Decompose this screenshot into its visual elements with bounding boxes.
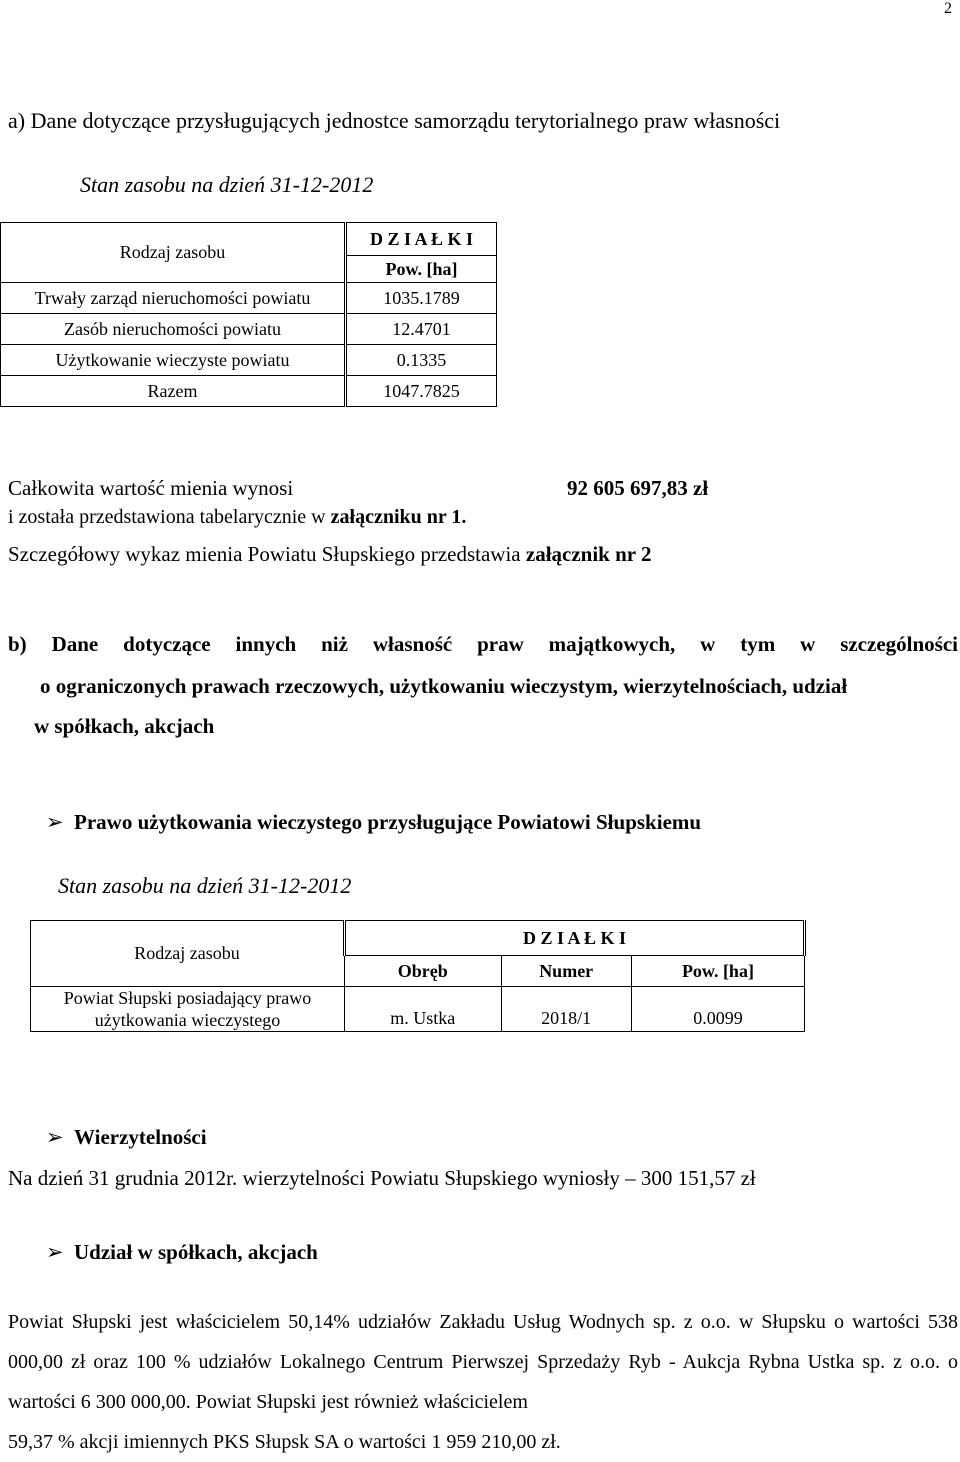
bullet1-subheading: Stan zasobu na dzień 31-12-2012 <box>58 873 352 898</box>
wierzytelnosci-text: Na dzień 31 grudnia 2012r. wierzytelności Powiatu Słupskiego wyniosły – 300 151,57 zł <box>8 1166 756 1190</box>
udzial-paragraph <box>8 1302 958 1462</box>
row-label: Razem <box>1 376 346 407</box>
section-a-heading: a) Dane dotyczące przysługujących jednostce samorządu terytorialnego praw własności <box>8 108 781 133</box>
arrow-bullet-icon: ➢ <box>46 810 64 834</box>
table-row-total <box>1 376 497 407</box>
table-row <box>1 314 497 345</box>
col-header-dzialki: D Z I A Ł K I <box>345 921 805 956</box>
udzial-text-last: 59,37 % akcji imiennych PKS Słupsk SA o wartości 1 959 210,00 zł. <box>8 1431 561 1453</box>
usufruct-table <box>30 920 806 1032</box>
table-header-row <box>1 223 497 256</box>
annex1-line <box>8 506 466 529</box>
section-b-heading-line1: b) Dane dotyczące innych niż własność praw majątkowych, w tym w szczególności <box>8 632 958 656</box>
col-header-dzialki: D Z I A Ł K I <box>346 223 497 256</box>
section-b-heading-line2: o ograniczonych prawach rzeczowych, użytkowaniu wieczystym, wierzytelnościach, udział <box>40 674 848 698</box>
bullet-udzial <box>0 1240 318 1265</box>
row-label: Trwały zarząd nieruchomości powiatu <box>1 283 346 314</box>
row-obreb: m. Ustka <box>345 987 502 1032</box>
annex2-text: Szczegółowy wykaz mienia Powiatu Słupskiego przedstawia <box>8 542 526 566</box>
bullet-title: Udział w spółkach, akcjach <box>74 1240 318 1264</box>
annex2-line <box>8 542 652 567</box>
table-row <box>31 987 805 1032</box>
row-value: 0.1335 <box>346 345 497 376</box>
col-header-pow: Pow. [ha] <box>346 256 497 283</box>
udzial-text-main: Powiat Słupski jest właścicielem 50,14% udziałów Zakładu Usług Wodnych sp. z o.o. w Słupsku o wartości 538 000,00 zł oraz 100 % udziałów Lokalnego Centrum Pierwszej Sprzedaży Ryb - Aukcja Rybna Ustka sp. z o.o. o wartości 6 300 000,00. Powiat Słupski jest również właścicielem <box>8 1311 958 1413</box>
arrow-bullet-icon: ➢ <box>46 1240 64 1264</box>
row-value: 12.4701 <box>346 314 497 345</box>
col-header-rodzaj: Rodzaj zasobu <box>1 223 346 283</box>
bullet-wierzytelnosci <box>0 1125 207 1150</box>
annex1-text: i została przedstawiona tabelarycznie w <box>8 506 331 528</box>
row-label: Użytkowanie wieczyste powiatu <box>1 345 346 376</box>
col-header-obreb: Obręb <box>345 956 502 987</box>
row-label <box>31 987 345 1032</box>
row-value: 1047.7825 <box>346 376 497 407</box>
row-label: Zasób nieruchomości powiatu <box>1 314 346 345</box>
bullet-title: Prawo użytkowania wieczystego przysługujące Powiatowi Słupskiemu <box>74 810 702 834</box>
col-header-pow: Pow. [ha] <box>631 956 804 987</box>
row-label-line2: użytkowania wieczystego <box>94 1010 281 1030</box>
bullet-prawo-uzytkowania <box>0 810 701 835</box>
table-header-row <box>31 921 805 956</box>
section-b-heading-line3: w spółkach, akcjach <box>34 714 215 738</box>
total-value-amount: 92 605 697,83 zł <box>567 476 709 500</box>
page-number: 2 <box>944 0 952 17</box>
row-value: 1035.1789 <box>346 283 497 314</box>
section-a-subheading: Stan zasobu na dzień 31-12-2012 <box>80 172 374 197</box>
total-value-label: Całkowita wartość mienia wynosi <box>8 476 294 500</box>
col-header-numer: Numer <box>501 956 631 987</box>
annex2-ref: załącznik nr 2 <box>525 542 652 566</box>
table-row <box>1 345 497 376</box>
arrow-bullet-icon: ➢ <box>46 1125 64 1149</box>
annex1-ref: załączniku nr 1. <box>330 506 467 528</box>
row-pow: 0.0099 <box>631 987 804 1032</box>
property-table <box>0 222 497 407</box>
table-row <box>1 283 497 314</box>
col-header-rodzaj: Rodzaj zasobu <box>31 921 345 987</box>
row-numer: 2018/1 <box>501 987 631 1032</box>
bullet-title: Wierzytelności <box>74 1125 207 1149</box>
row-label-line1: Powiat Słupski posiadający prawo <box>63 988 312 1008</box>
